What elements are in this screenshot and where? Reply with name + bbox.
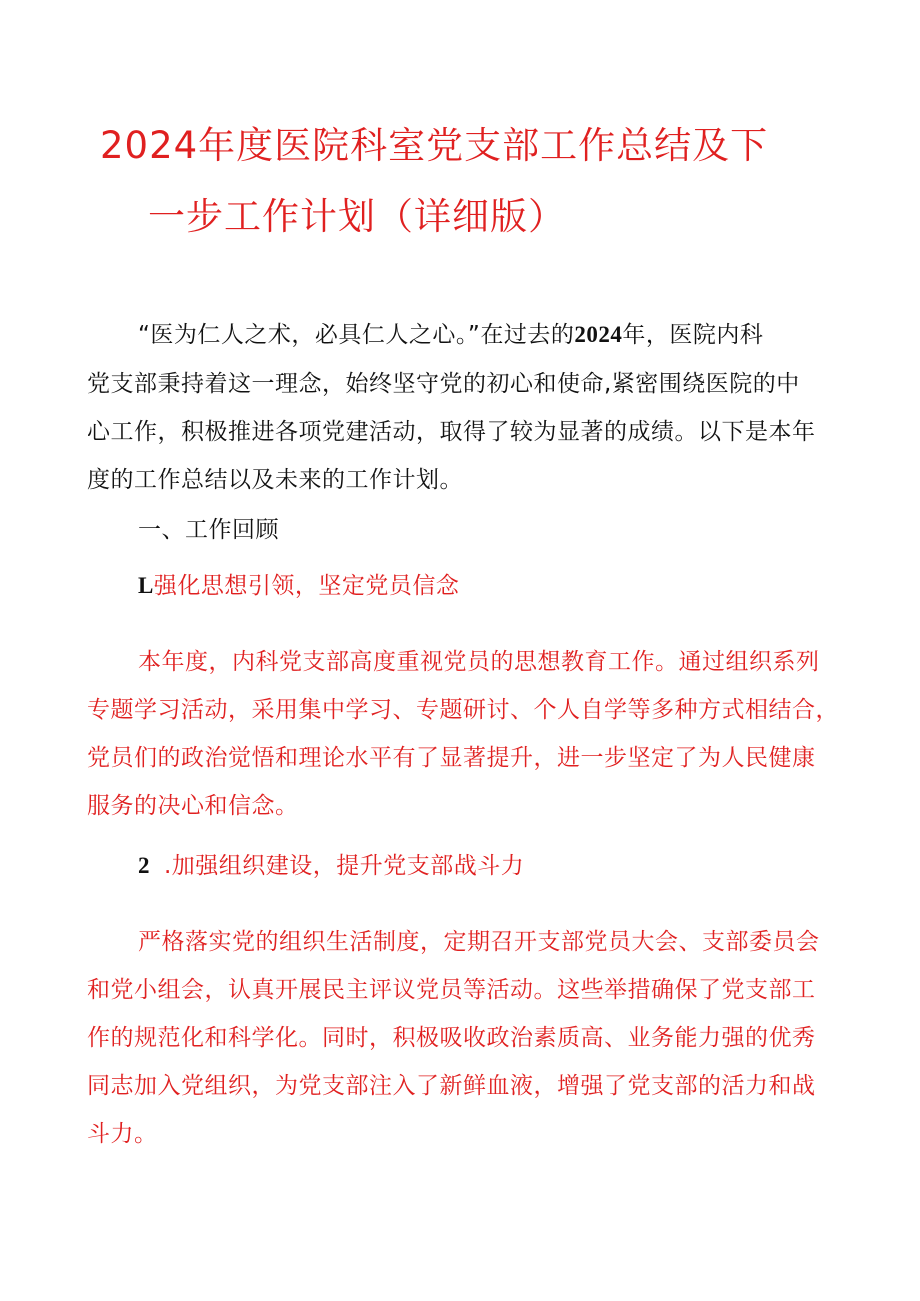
item-1-paragraph-line-1: 本年度，内科党支部高度重视党员的思想教育工作。通过组织系列 [138,649,820,675]
item-2-paragraph-line-1: 严格落实党的组织生活制度，定期召开支部党员大会、支部委员会 [138,929,820,955]
item-1-heading [138,566,459,606]
item-2-number: 2 [138,853,150,878]
item-2-paragraph-line-3: 作的规范化和科学化。同时，积极吸收政治素质高、业务能力强的优秀 [87,1025,816,1051]
item-1-paragraph-line-3: 党员们的政治觉悟和理论水平有了显著提升，进一步坚定了为人民健康 [87,745,816,771]
document-title-line-2: 一步工作计划（详细版） [148,195,566,238]
item-1-title: 强化思想引领，坚定党员信念 [153,573,460,599]
intro-text-b: 年，医院内科 [622,322,764,348]
item-2-paragraph-line-4: 同志加入党组织，为党支部注入了新鲜血液，增强了党支部的活力和战 [87,1073,816,1099]
intro-paragraph-line-2: 党支部秉持着这一理念，始终坚守党的初心和使命,紧密围绕医院的中 [87,371,800,397]
item-2-heading [138,846,524,886]
item-2-title: .加强组织建设，提升党支部战斗力 [164,853,525,879]
section-heading-work-review: 一、工作回顾 [138,517,279,543]
item-2-paragraph-line-2: 和党小组会，认真开展民主评议党员等活动。这些举措确保了党支部工 [87,977,816,1003]
intro-paragraph-line-4: 度的工作总结以及未来的工作计划。 [87,467,463,493]
intro-text-a: “医为仁人之术，必具仁人之心。”在过去的 [138,322,575,348]
item-1-paragraph-line-2: 专题学习活动，采用集中学习、专题研讨、个人自学等多种方式相结合， [87,697,839,723]
item-2-paragraph-line-5: 斗力。 [87,1121,158,1147]
item-1-number: L [138,573,154,598]
document-title-line-1: 2024年度医院科室党支部工作总结及下 [100,124,769,167]
intro-year: 2024 [574,322,623,347]
item-1-paragraph-line-4: 服务的决心和信念。 [87,793,299,819]
intro-paragraph-line-3: 心工作，积极推进各项党建活动，取得了较为显著的成绩。以下是本年 [87,419,816,445]
intro-paragraph-line-1 [138,315,763,355]
